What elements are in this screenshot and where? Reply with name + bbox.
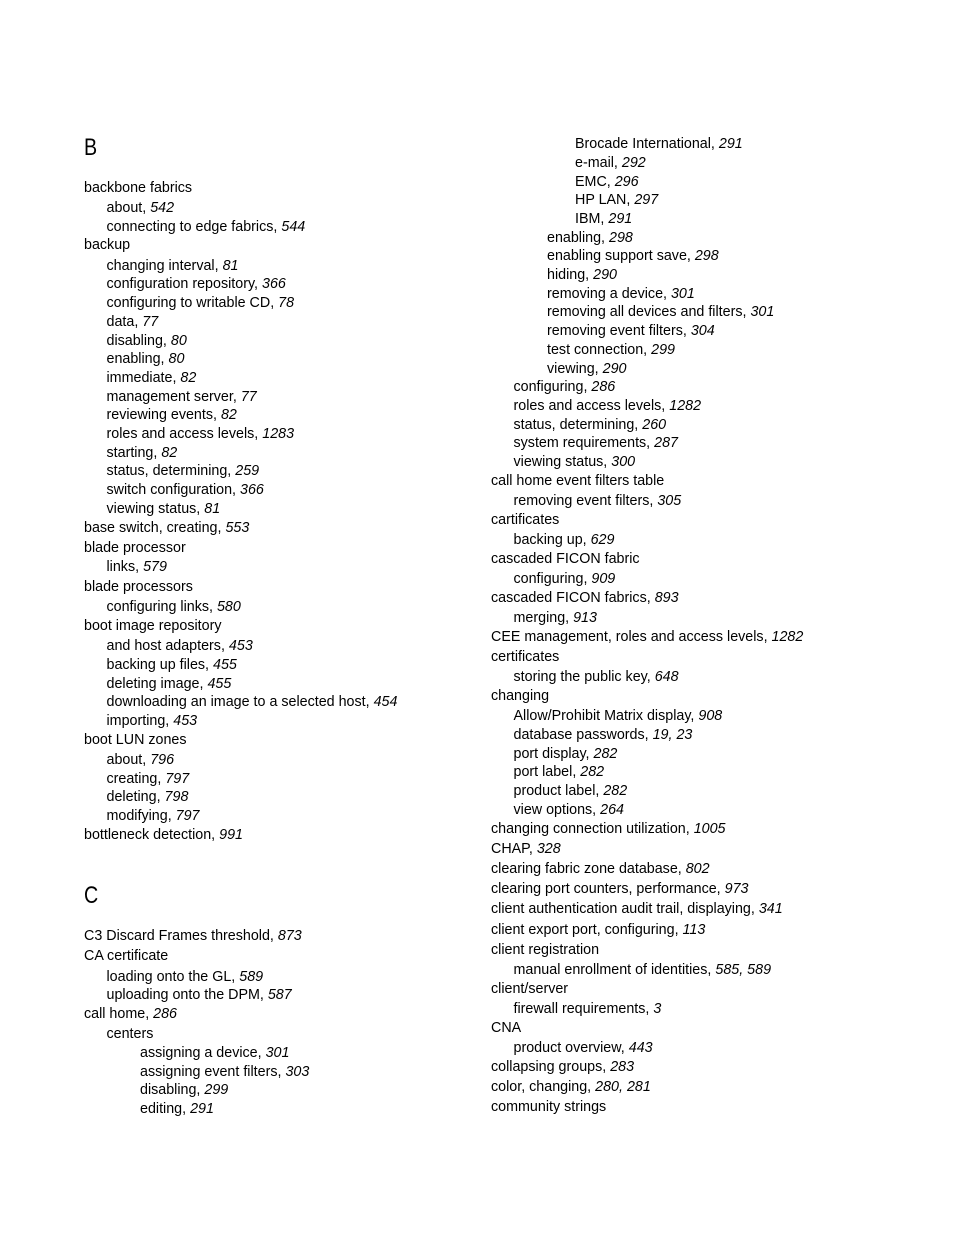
index-subentry	[107, 807, 200, 825]
page-ref: 991	[219, 827, 243, 843]
entry-text: deleting image,	[106, 676, 204, 692]
entry-text: storing the public key,	[513, 669, 651, 685]
index-subentry	[547, 360, 627, 378]
page-ref: 290	[593, 267, 617, 283]
entry-text: management server,	[106, 389, 237, 405]
page-ref: 1283	[262, 426, 295, 442]
index-subentry	[514, 609, 597, 627]
entry-text: blade processors	[84, 579, 193, 595]
index-subsubentry	[575, 173, 639, 191]
entry-text: collapsing groups,	[491, 1059, 607, 1075]
page-ref: 300	[611, 454, 636, 470]
page-ref: 579	[143, 559, 167, 575]
entry-text: boot image repository	[84, 618, 222, 634]
section-heading-b: B	[84, 134, 98, 161]
index-entry	[491, 1098, 606, 1116]
index-entry	[84, 731, 187, 749]
page-ref: 455	[213, 657, 237, 673]
index-subentry	[514, 1039, 653, 1057]
entry-text: enabling support save,	[547, 248, 691, 264]
entry-text: CHAP,	[491, 841, 533, 857]
entry-text: base switch, creating,	[84, 520, 222, 536]
index-subentry	[107, 257, 239, 275]
entry-text: switch configuration,	[106, 482, 237, 498]
entry-text: test connection,	[547, 342, 648, 358]
index-subsubentry	[140, 1063, 309, 1081]
index-subentry	[514, 707, 723, 725]
entry-text: removing event filters,	[513, 493, 654, 509]
index-entry	[491, 687, 549, 705]
index-subentry	[107, 275, 286, 293]
index-entry	[491, 628, 803, 646]
page-ref: 366	[262, 276, 286, 292]
entry-text: downloading an image to a selected host,	[106, 694, 370, 710]
index-subsubentry	[140, 1100, 214, 1118]
entry-text: EMC,	[575, 174, 611, 190]
page-ref: 3	[653, 1001, 662, 1017]
entry-text: viewing,	[547, 361, 599, 377]
index-entry	[491, 1078, 651, 1096]
page-ref: 303	[285, 1064, 310, 1080]
page-ref: 291	[608, 211, 633, 227]
entry-text: product label,	[513, 783, 600, 799]
page-ref: 291	[718, 136, 743, 152]
entry-text: C3 Discard Frames threshold,	[84, 928, 274, 944]
entry-text: CNA	[491, 1020, 522, 1036]
page-ref: 454	[373, 694, 398, 710]
index-entry	[491, 860, 710, 878]
entry-text: client export port, configuring,	[491, 922, 679, 938]
entry-text: removing event filters,	[547, 323, 687, 339]
index-subentry	[514, 801, 625, 819]
index-entry	[491, 840, 561, 858]
entry-text: editing,	[140, 1101, 187, 1117]
index-subentry	[514, 763, 605, 781]
page-ref: 455	[207, 676, 232, 692]
entry-text: community strings	[491, 1099, 607, 1115]
page-ref: 544	[281, 219, 306, 235]
page-ref: 366	[240, 482, 264, 498]
entry-text: deleting,	[106, 789, 161, 805]
index-entry	[84, 927, 302, 945]
entry-text: backing up,	[513, 532, 587, 548]
index-entry	[491, 1058, 634, 1076]
entry-text: cascaded FICON fabric	[491, 551, 640, 567]
entry-text: clearing port counters, performance,	[491, 881, 721, 897]
page-ref: 301	[265, 1045, 290, 1061]
index-entry	[491, 900, 783, 918]
entry-text: client/server	[491, 981, 569, 997]
page-ref: 297	[634, 192, 659, 208]
index-subentry	[514, 492, 682, 510]
index-entry	[491, 880, 749, 898]
entry-text: client authentication audit trail, displaying,	[491, 901, 755, 917]
entry-text: changing interval,	[106, 258, 219, 274]
entry-text: uploading onto the DPM,	[106, 987, 264, 1003]
page-ref: 299	[651, 342, 675, 358]
page-ref: 1005	[693, 821, 726, 837]
entry-text: enabling,	[106, 351, 165, 367]
index-subentry	[107, 462, 260, 480]
page-ref: 282	[580, 764, 605, 780]
index-subentry	[107, 1025, 154, 1043]
entry-text: backbone fabrics	[84, 180, 193, 196]
entry-text: disabling,	[106, 333, 167, 349]
index-entry	[491, 941, 599, 959]
page-ref: 589	[239, 969, 264, 985]
page-ref: 585, 589	[715, 962, 772, 978]
entry-text: Brocade International,	[575, 136, 715, 152]
entry-text: call home event filters table	[491, 473, 665, 489]
index-entry	[491, 921, 705, 939]
page-ref: 259	[235, 463, 260, 479]
entry-text: viewing status,	[513, 454, 608, 470]
index-subentry	[547, 266, 617, 284]
index-subentry	[514, 726, 693, 744]
page-ref: 287	[654, 435, 679, 451]
page-ref: 341	[758, 901, 783, 917]
page-ref: 304	[690, 323, 715, 339]
entry-text: blade processor	[84, 540, 186, 556]
page-ref: 82	[180, 370, 197, 386]
page-ref: 893	[654, 590, 679, 606]
entry-text: system requirements,	[513, 435, 651, 451]
index-entry	[84, 539, 186, 557]
page-ref: 264	[600, 802, 624, 818]
index-entry	[491, 1019, 521, 1037]
entry-text: status, determining,	[106, 463, 232, 479]
entry-text: IBM,	[575, 211, 605, 227]
entry-text: hiding,	[547, 267, 590, 283]
entry-text: assigning event filters,	[140, 1064, 282, 1080]
page-ref: 286	[153, 1006, 178, 1022]
index-subentry	[514, 531, 615, 549]
page-ref: 301	[670, 286, 695, 302]
entry-text: centers	[106, 1026, 154, 1042]
index-subentry	[107, 693, 398, 711]
entry-text: CEE management, roles and access levels,	[491, 629, 768, 645]
entry-text: reviewing events,	[106, 407, 217, 423]
entry-text: backup	[84, 237, 131, 253]
entry-text: importing,	[106, 713, 170, 729]
entry-text: status, determining,	[513, 417, 639, 433]
page-ref: 443	[628, 1040, 653, 1056]
page-ref: 797	[175, 808, 200, 824]
page-ref: 587	[267, 987, 292, 1003]
entry-text: creating,	[106, 771, 162, 787]
index-subentry	[107, 218, 306, 236]
index-subentry	[514, 416, 667, 434]
entry-text: about,	[106, 752, 147, 768]
page-ref: 298	[609, 230, 633, 246]
page-ref: 299	[204, 1082, 229, 1098]
entry-text: configuring to writable CD,	[106, 295, 275, 311]
index-subsubentry	[140, 1081, 228, 1099]
entry-text: port label,	[513, 764, 577, 780]
entry-text: e-mail,	[575, 155, 618, 171]
entry-text: links,	[106, 559, 140, 575]
page-ref: 908	[698, 708, 723, 724]
index-subentry	[107, 350, 185, 368]
page-ref: 80	[170, 333, 187, 349]
page-ref: 453	[173, 713, 198, 729]
index-entry	[491, 472, 664, 490]
page-ref: 82	[220, 407, 237, 423]
index-entry	[84, 826, 243, 844]
entry-text: Allow/Prohibit Matrix display,	[513, 708, 695, 724]
page-ref: 580	[216, 599, 241, 615]
index-subentry	[107, 313, 159, 331]
page-ref: 81	[204, 501, 221, 517]
index-entry	[491, 589, 679, 607]
entry-text: clearing fabric zone database,	[491, 861, 682, 877]
page-ref: 286	[591, 379, 616, 395]
entry-text: changing	[491, 688, 550, 704]
entry-text: CA certificate	[84, 948, 169, 964]
page-ref: 542	[150, 200, 175, 216]
index-subentry	[547, 341, 675, 359]
page-ref: 305	[657, 493, 682, 509]
page-ref: 292	[621, 155, 646, 171]
index-subentry	[107, 637, 253, 655]
page-ref: 78	[278, 295, 295, 311]
index-entry	[84, 519, 249, 537]
entry-text: data,	[106, 314, 139, 330]
index-entry	[491, 550, 640, 568]
index-entry	[84, 617, 221, 635]
index-subentry	[107, 332, 187, 350]
index-subentry	[107, 751, 175, 769]
entry-text: configuring links,	[106, 599, 213, 615]
index-subentry	[514, 745, 618, 763]
index-subentry	[107, 444, 178, 462]
index-subentry	[107, 986, 292, 1004]
index-subentry	[547, 285, 695, 303]
entry-text: bottleneck detection,	[84, 827, 216, 843]
page-ref: 290	[602, 361, 627, 377]
entry-text: about,	[106, 200, 147, 216]
index-subentry	[107, 558, 167, 576]
index-subentry	[107, 788, 189, 806]
page-ref: 629	[590, 532, 615, 548]
page-ref: 802	[685, 861, 710, 877]
entry-text: viewing status,	[106, 501, 201, 517]
index-subentry	[107, 712, 198, 730]
page-ref: 909	[591, 571, 616, 587]
entry-text: port display,	[513, 746, 590, 762]
entry-text: color, changing,	[491, 1079, 592, 1095]
page-ref: 1282	[669, 398, 702, 414]
page-ref: 553	[225, 520, 250, 536]
index-subentry	[107, 388, 257, 406]
entry-text: disabling,	[140, 1082, 201, 1098]
page-ref: 798	[164, 789, 189, 805]
page-ref: 81	[222, 258, 239, 274]
index-subentry	[107, 369, 197, 387]
index-subentry	[514, 434, 679, 452]
page-ref: 77	[142, 314, 159, 330]
page-ref: 298	[694, 248, 719, 264]
entry-text: configuring,	[513, 571, 588, 587]
page-ref: 453	[228, 638, 253, 654]
entry-text: and host adapters,	[106, 638, 225, 654]
page-ref: 280, 281	[595, 1079, 651, 1095]
index-subentry	[514, 453, 636, 471]
index-subsubentry	[575, 210, 632, 228]
index-subsubentry	[575, 135, 743, 153]
entry-text: manual enrollment of identities,	[513, 962, 712, 978]
entry-text: view options,	[513, 802, 597, 818]
entry-text: loading onto the GL,	[106, 969, 236, 985]
index-entry	[84, 1005, 177, 1023]
index-subentry	[107, 481, 264, 499]
page-ref: 873	[277, 928, 302, 944]
page-ref: 113	[682, 922, 706, 938]
index-entry	[84, 947, 168, 965]
page-ref: 82	[161, 445, 178, 461]
page-ref: 797	[165, 771, 190, 787]
entry-text: assigning a device,	[140, 1045, 262, 1061]
index-subentry	[514, 961, 772, 979]
entry-text: product overview,	[513, 1040, 625, 1056]
page-ref: 291	[190, 1101, 214, 1117]
page-ref: 913	[573, 610, 597, 626]
index-subentry	[514, 378, 616, 396]
index-entry	[491, 511, 559, 529]
index-subentry	[514, 782, 628, 800]
section-heading-c: C	[84, 882, 99, 909]
page-ref: 77	[240, 389, 257, 405]
index-subentry	[547, 229, 633, 247]
entry-text: call home,	[84, 1006, 150, 1022]
index-subentry	[514, 668, 679, 686]
entry-text: firewall requirements,	[513, 1001, 650, 1017]
page-ref: 301	[750, 304, 775, 320]
entry-text: removing all devices and filters,	[547, 304, 747, 320]
page-ref: 648	[654, 669, 679, 685]
index-subentry	[107, 770, 190, 788]
index-subentry	[547, 322, 715, 340]
entry-text: starting,	[106, 445, 158, 461]
entry-text: immediate,	[106, 370, 177, 386]
entry-text: HP LAN,	[575, 192, 631, 208]
entry-text: modifying,	[106, 808, 172, 824]
page-ref: 328	[536, 841, 561, 857]
entry-text: configuring,	[513, 379, 588, 395]
page-ref: 296	[614, 174, 639, 190]
entry-text: backing up files,	[106, 657, 210, 673]
index-subsubentry	[140, 1044, 289, 1062]
entry-text: cartificates	[491, 512, 560, 528]
index-entry	[84, 578, 193, 596]
entry-text: merging,	[513, 610, 570, 626]
entry-text: roles and access levels,	[106, 426, 259, 442]
entry-text: configuration repository,	[106, 276, 259, 292]
index-subentry	[514, 1000, 662, 1018]
index-subentry	[107, 500, 221, 518]
index-subentry	[107, 294, 295, 312]
entry-text: cascaded FICON fabrics,	[491, 590, 651, 606]
index-entry	[84, 236, 130, 254]
index-entry	[491, 648, 559, 666]
page-ref: 283	[610, 1059, 635, 1075]
entry-text: changing connection utilization,	[491, 821, 690, 837]
page-ref: 282	[603, 783, 628, 799]
index-subentry	[107, 675, 232, 693]
index-subentry	[107, 406, 237, 424]
page-ref: 1282	[771, 629, 804, 645]
page-ref: 19, 23	[652, 727, 693, 743]
index-subentry	[107, 598, 241, 616]
index-subentry	[514, 570, 616, 588]
page-ref: 260	[642, 417, 667, 433]
index-subsubentry	[575, 154, 646, 172]
entry-text: connecting to edge fabrics,	[106, 219, 278, 235]
index-entry	[491, 980, 568, 998]
index-subentry	[107, 656, 237, 674]
index-subentry	[107, 199, 175, 217]
index-subentry	[107, 425, 295, 443]
entry-text: enabling,	[547, 230, 606, 246]
index-entry	[84, 179, 192, 197]
index-subentry	[547, 303, 774, 321]
entry-text: roles and access levels,	[513, 398, 666, 414]
index-subentry	[514, 397, 702, 415]
entry-text: boot LUN zones	[84, 732, 187, 748]
page-ref: 973	[724, 881, 749, 897]
entry-text: database passwords,	[513, 727, 649, 743]
index-subentry	[547, 247, 719, 265]
index-subsubentry	[575, 191, 658, 209]
entry-text: certificates	[491, 649, 560, 665]
index-subentry	[107, 968, 264, 986]
page-ref: 282	[593, 746, 618, 762]
index-entry	[491, 820, 726, 838]
entry-text: client registration	[491, 942, 600, 958]
entry-text: removing a device,	[547, 286, 667, 302]
page-ref: 796	[150, 752, 175, 768]
page-ref: 80	[168, 351, 185, 367]
